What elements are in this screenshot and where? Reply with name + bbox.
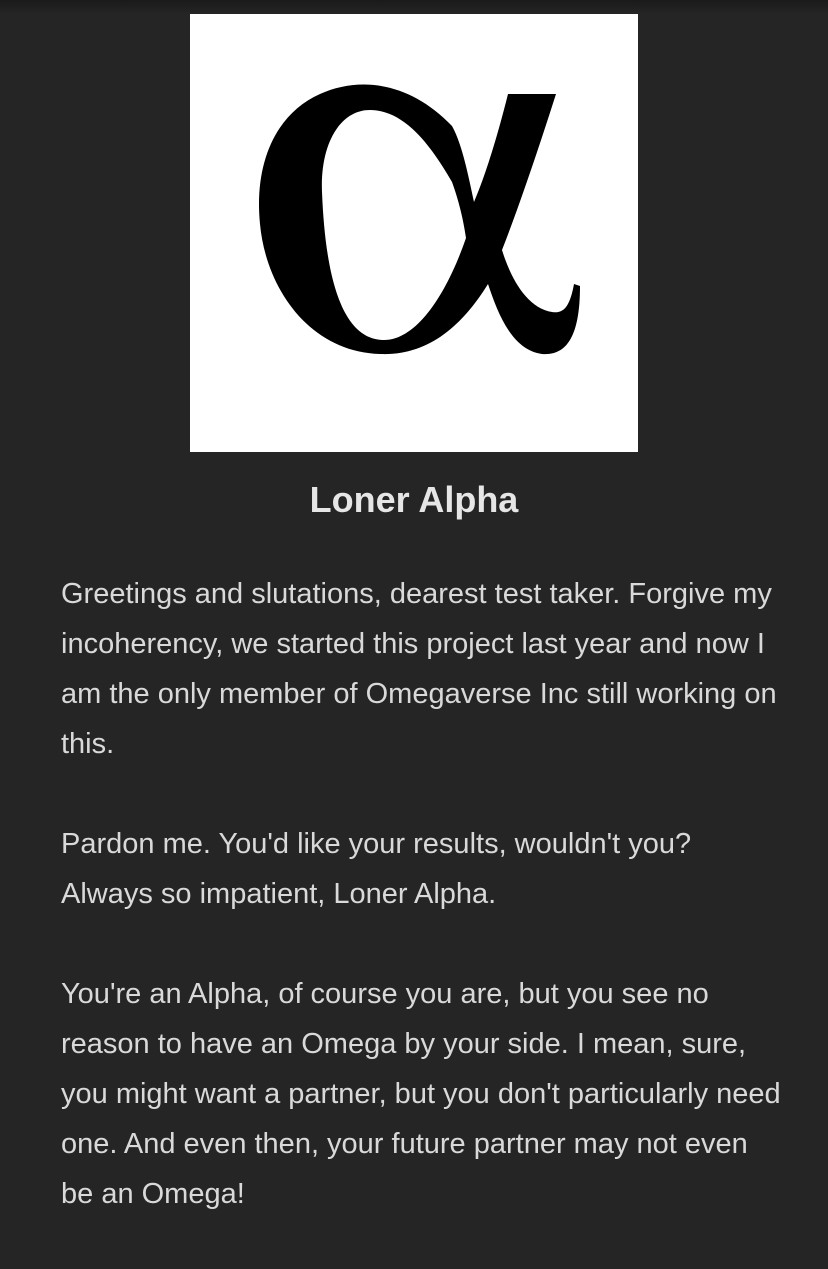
description-paragraph: Greetings and slutations, dearest test taker. Forgive my incoherency, we started this project last year and now I am the only member of Omegaverse Inc still working on this. — [61, 578, 777, 760]
result-description — [61, 569, 781, 1269]
description-paragraph: You're an Alpha, of course you are, but you see no reason to have an Omega by your side. I mean, sure, you might want a partner, but you don't particularly need one. And even then, your future partner may not even be an Omega! — [61, 978, 781, 1210]
alpha-symbol-icon — [190, 14, 638, 452]
description-paragraph: Pardon me. You'd like your results, wouldn't you? Always so impatient, Loner Alpha. — [61, 828, 692, 910]
result-title: Loner Alpha — [309, 479, 519, 520]
top-edge-shadow — [0, 0, 828, 14]
result-image — [190, 14, 638, 452]
